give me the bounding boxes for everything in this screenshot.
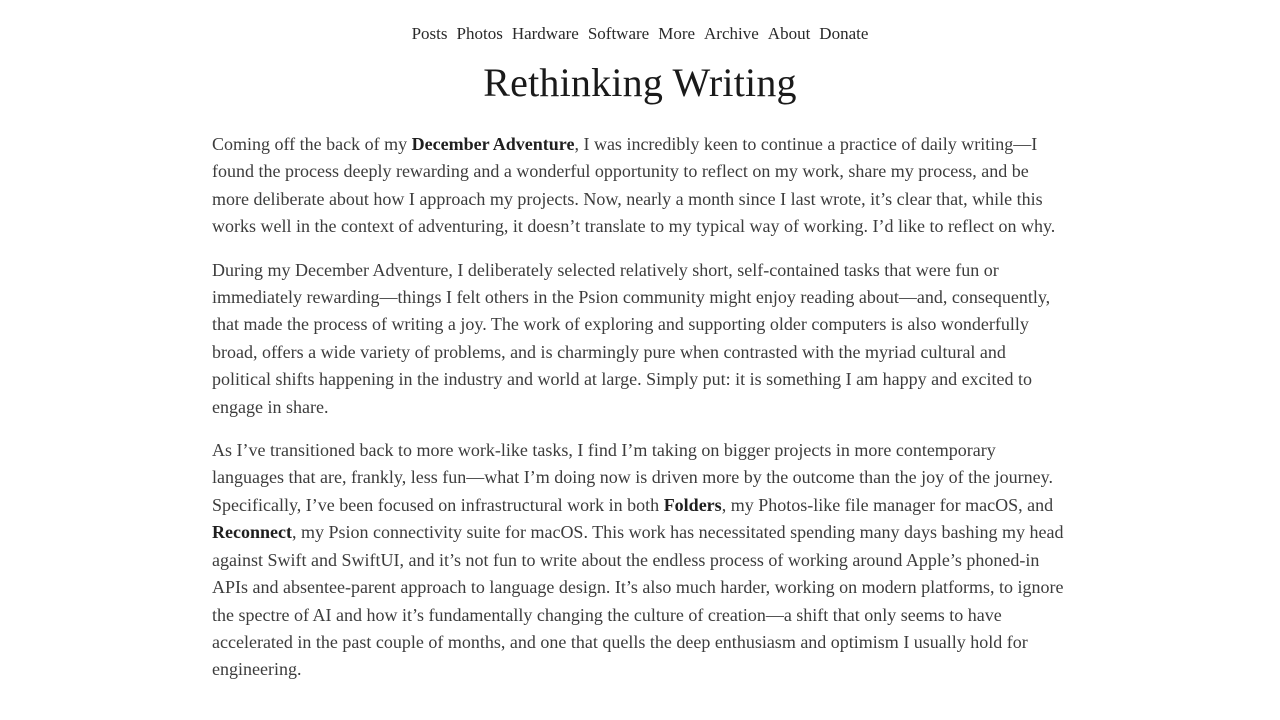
paragraph (212, 437, 1068, 684)
nav-link-software[interactable]: Software (587, 24, 650, 43)
paragraph (212, 131, 1068, 241)
paragraph-text: , I was incredibly keen to continue a practice of daily writing—I found the process deeply rewarding and a wonderful opportunity to reflect on my work, share my process, and be more deliberate about how I approach my projects. Now, nearly a month since I last wrote, it’s clear that, while this works well in the context of adventuring, it doesn’t translate to my typical way of working. I’d like to reflect on why. (212, 134, 1056, 237)
paragraph-text: During my December Adventure, I deliberately selected relatively short, self-contained tasks that were fun or immediately rewarding—things I felt others in the Psion community might enjoy reading about—and, consequently, that made the process of writing a joy. The work of exploring and supporting older computers is also wonderfully broad, offers a wide variety of problems, and is charmingly pure when contrasted with the myriad cultural and political shifts happening in the industry and world at large. Simply put: it is something I am happy and excited to engage in share. (212, 259, 1051, 417)
nav-link-more[interactable]: More (658, 24, 696, 43)
inline-link-reconnect[interactable]: Reconnect (212, 522, 292, 543)
nav-link-about[interactable]: About (767, 24, 811, 43)
inline-link-december-adventure[interactable]: December Adventure (411, 134, 575, 154)
top-nav (0, 0, 1280, 45)
paragraph-text: As I’ve transitioned back to more work-like tasks, I find I’m taking on bigger projects in more contemporary languages that are, frankly, less fun—what I’m doing now is driven more by the outcome than the joy of the journey. Specifically, I’ve been focused on infrastructural work in both (212, 440, 1053, 515)
nav-link-photos[interactable]: Photos (456, 24, 503, 43)
nav-link-archive[interactable]: Archive (704, 24, 759, 43)
nav-link-hardware[interactable]: Hardware (511, 24, 579, 43)
article-body (212, 131, 1068, 684)
paragraph-text: , my Psion connectivity suite for macOS. This work has necessitated spending many days bashing my head against Swift and SwiftUI, and it’s not fun to write about the endless process of working around Apple’s phoned-in APIs and absentee-parent approach to language design. It’s also much harder, working on modern platforms, to ignore the spectre of AI and how it’s fundamentally changing the culture of creation—a shift that only seems to have accelerated in the past couple of months, and one that quells the deep enthusiasm and optimism I usually hold for engineering. (212, 522, 1064, 680)
page-title: Rethinking Writing (483, 60, 797, 105)
nav-link-donate[interactable]: Donate (819, 24, 869, 43)
paragraph (212, 257, 1068, 421)
paragraph-text: , my Photos-like file manager for macOS, and (721, 494, 1054, 515)
paragraph-text: Coming off the back of my (212, 134, 412, 154)
nav-link-posts[interactable]: Posts (411, 24, 448, 43)
inline-link-folders[interactable]: Folders (663, 494, 722, 515)
